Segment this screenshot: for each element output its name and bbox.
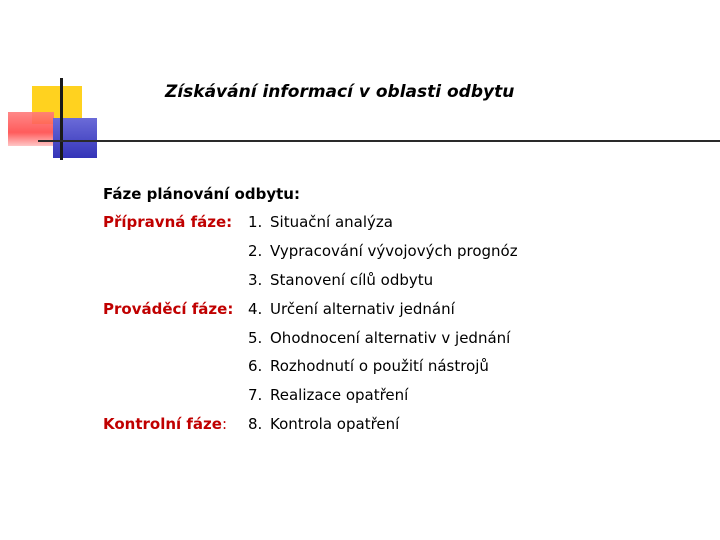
step-text: Ohodnocení alternativ v jednání xyxy=(270,328,511,347)
step xyxy=(248,381,408,410)
step xyxy=(248,352,489,381)
list-item xyxy=(103,381,409,410)
step xyxy=(248,410,399,439)
step-number: 8. xyxy=(248,415,263,434)
step-text: Kontrola opatření xyxy=(270,415,400,434)
step-text: Vypracování vývojových prognóz xyxy=(270,241,518,260)
list-item xyxy=(103,208,393,237)
step-text: Určení alternativ jednání xyxy=(270,299,455,318)
step xyxy=(248,324,510,353)
section-heading: Fáze plánování odbytu: xyxy=(103,185,300,203)
step-number: 2. xyxy=(248,241,263,260)
phase-label-control xyxy=(103,410,248,439)
step xyxy=(248,295,455,324)
vertical-rule xyxy=(60,78,63,160)
step-text: Stanovení cílů odbytu xyxy=(270,270,434,289)
horizontal-rule xyxy=(38,140,720,142)
phase-label-control-name: Kontrolní fáze xyxy=(103,415,222,434)
step-number: 4. xyxy=(248,299,263,318)
step-number: 3. xyxy=(248,270,263,289)
list-item xyxy=(103,237,518,266)
phase-label-preparatory: Přípravná fáze: xyxy=(103,213,233,231)
step-number: 7. xyxy=(248,386,263,405)
list-item xyxy=(103,324,511,353)
step-text: Realizace opatření xyxy=(270,386,409,405)
step-number: 6. xyxy=(248,357,263,376)
list-item xyxy=(103,410,400,439)
phase-label-execution: Prováděcí fáze: xyxy=(103,299,234,318)
list-item xyxy=(103,266,434,295)
step-number: 1. xyxy=(248,213,263,231)
phase-label-control-colon: : xyxy=(221,415,228,434)
step-text: Situační analýza xyxy=(270,213,393,231)
slide-content xyxy=(103,180,518,439)
step-text: Rozhodnutí o použití nástrojů xyxy=(270,357,489,376)
step xyxy=(248,237,518,266)
step-number: 5. xyxy=(248,328,263,347)
step xyxy=(248,208,393,237)
list-item xyxy=(103,295,455,324)
slide-title: Získávání informací v oblasti odbytu xyxy=(165,82,515,102)
list-item xyxy=(103,352,489,381)
step xyxy=(248,266,433,295)
